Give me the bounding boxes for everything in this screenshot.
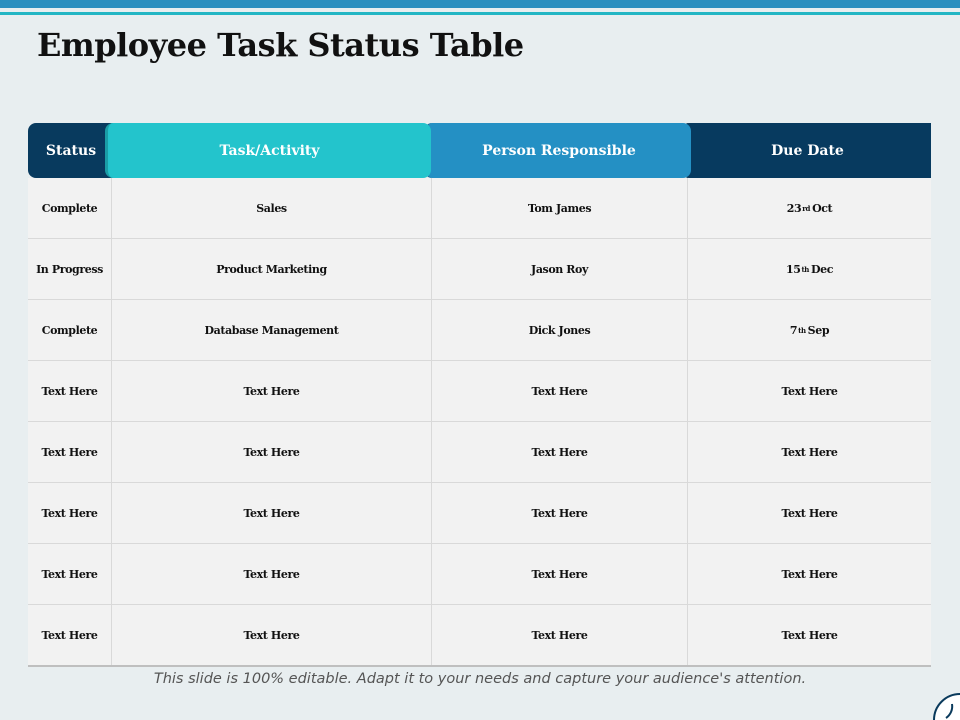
top-accent-bar [0,0,960,8]
due-day: 7 [789,323,798,337]
table-row [28,300,931,361]
table-row [28,483,931,544]
due-month: Sep [807,323,830,337]
header-status: Status [28,123,114,178]
header-task-activity: Task/Activity [105,123,431,178]
status-cell: Complete [28,178,112,238]
header-due-date: Due Date [681,123,931,178]
person-cell: Text Here [432,361,688,421]
status-cell: In Progress [28,239,112,299]
top-accent-line [0,12,960,15]
task-cell: Text Here [112,544,432,604]
due-date-cell: Text Here [781,628,838,642]
due-day: 15 [785,262,801,276]
status-cell: Text Here [28,544,112,604]
person-cell: Text Here [432,544,688,604]
person-cell: Dick Jones [432,300,688,360]
task-cell: Text Here [112,422,432,482]
footer-note: This slide is 100% editable. Adapt it to your needs and capture your audience's attention. [153,671,807,687]
status-cell: Text Here [28,605,112,665]
due-date-cell [688,300,931,360]
person-cell: Jason Roy [432,239,688,299]
table-row [28,239,931,300]
person-cell: Text Here [432,483,688,543]
due-day: 23 [786,201,802,215]
person-cell: Tom James [432,178,688,238]
due-month: Oct [812,201,833,215]
status-cell: Text Here [28,483,112,543]
due-date-cell: Text Here [781,567,838,581]
due-date-cell [688,239,931,299]
status-cell: Complete [28,300,112,360]
due-date-cell: Text Here [781,506,838,520]
task-cell: Database Management [112,300,432,360]
due-suffix: th [798,325,806,335]
due-date-cell [688,178,931,238]
task-cell: Text Here [112,605,432,665]
table-row [28,605,931,665]
header-person-responsible: Person Responsible [424,123,691,178]
table-header [28,123,931,178]
due-suffix: th [801,264,809,274]
table-body [28,178,931,667]
task-cell: Text Here [112,483,432,543]
table-row [28,178,931,239]
corner-decoration-icon [930,690,960,720]
table-row [28,544,931,605]
due-date-cell: Text Here [781,384,838,398]
status-cell: Text Here [28,361,112,421]
status-cell: Text Here [28,422,112,482]
page-title: Employee Task Status Table [37,26,524,64]
table-row [28,361,931,422]
person-cell: Text Here [432,422,688,482]
task-cell: Text Here [112,361,432,421]
task-status-table [28,123,931,667]
table-row [28,422,931,483]
due-month: Dec [811,262,834,276]
due-suffix: rd [802,203,811,213]
task-cell: Product Marketing [112,239,432,299]
task-cell: Sales [112,178,432,238]
person-cell: Text Here [432,605,688,665]
due-date-cell: Text Here [781,445,838,459]
